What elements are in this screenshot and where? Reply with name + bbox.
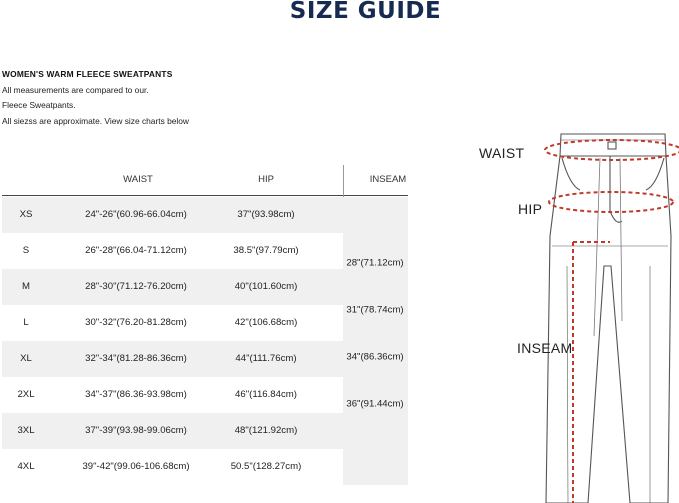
hip-cell: 48"(121.92cm) [234,425,298,436]
sweatpants-diagram [470,126,679,503]
table-row [2,197,343,233]
table-row [2,341,343,377]
waist-cell: 28"-30"(71.12-76.20cm) [85,281,187,292]
waist-cell: 37"-39"(93.98-99.06cm) [85,425,187,436]
waist-cell: 24"-26"(60.96-66.04cm) [85,209,187,220]
table-header [2,165,408,196]
table-row [2,413,343,449]
waist-label: WAIST [479,145,525,161]
size-cell: L [23,317,29,328]
waist-cell: 30"-32"(76.20-81.28cm) [85,317,187,328]
table-row [2,269,343,305]
intro-line: All measurements are compared to our. [2,84,149,95]
hip-cell: 38.5"(97.79cm) [233,245,299,256]
waist-cell: 32"-34"(81.28-86.36cm) [85,353,187,364]
product-heading: WOMEN'S WARM FLEECE SWEATPANTS [2,69,173,79]
hip-label: HIP [518,201,543,217]
page-title: SIZE GUIDE [289,0,442,24]
header-divider [343,165,344,197]
intro-line: All siezss are approximate. View size charts below [2,115,189,126]
size-cell: 3XL [17,425,35,436]
waist-cell: 39"-42"(99.06-106.68cm) [82,461,190,472]
inseam-cell: 34"(86.36cm) [346,351,404,363]
table-row [2,233,343,269]
hip-cell: 46"(116.84cm) [235,389,297,400]
header-inseam: INSEAM [369,174,407,185]
hip-cell: 50.5"(128.27cm) [230,461,302,472]
intro-line: Fleece Sweatpants. [2,100,76,111]
table-row [2,449,343,485]
inseam-cell: 36"(91.44cm) [346,398,404,410]
size-cell: 4XL [17,461,35,472]
hip-cell: 42"(106.68cm) [234,317,298,328]
inseam-cell: 28"(71.12cm) [346,257,404,269]
hip-cell: 40"(101.60cm) [234,281,298,292]
hip-cell: 37"(93.98cm) [237,209,295,220]
waist-cell: 26"-28"(66.04-71.12cm) [85,245,187,256]
waist-cell: 34"-37"(86.36-93.98cm) [85,389,187,400]
size-cell: XL [20,353,32,364]
table-row [2,305,343,341]
header-waist: WAIST [123,174,153,185]
sweatpants-outline-icon [470,126,679,503]
header-hip: HIP [258,174,274,185]
size-table [2,165,408,485]
inseam-label: INSEAM [517,340,573,356]
size-cell: 2XL [17,389,35,400]
hip-cell: 44"(111.76cm) [235,353,297,364]
table-row [2,377,343,413]
size-cell: XS [19,209,33,220]
size-cell: S [22,245,30,256]
inseam-cell: 31"(78.74cm) [346,304,404,316]
inseam-column [343,197,408,485]
intro-text [2,67,189,129]
size-cell: M [22,281,30,292]
